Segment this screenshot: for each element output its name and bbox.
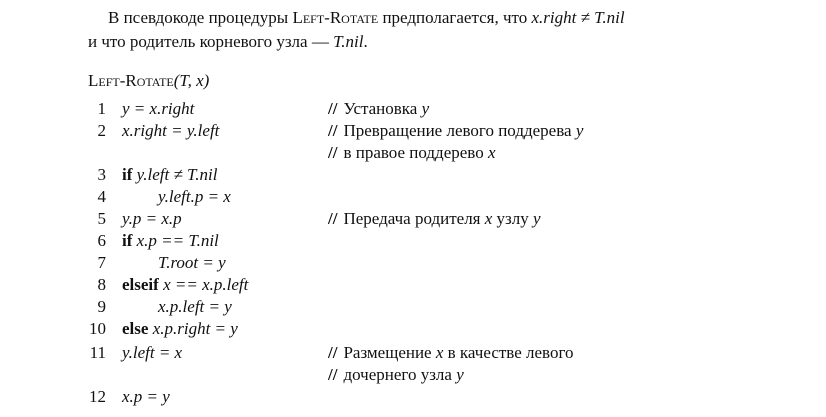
code-line-5 bbox=[88, 208, 182, 230]
code-text: if x.p == T.nil bbox=[122, 231, 219, 250]
comment-5: // Размещение x в качестве левого bbox=[328, 343, 574, 362]
comment-1: // Установка y bbox=[328, 99, 430, 118]
code-line-6 bbox=[88, 230, 219, 252]
code-line-1 bbox=[88, 98, 195, 120]
precondition-expression: x.right ≠ T.nil bbox=[531, 8, 625, 27]
intro-line-1: В псевдокоде процедуры Left-Rotate предполагается, что x.right ≠ T.nil bbox=[108, 8, 625, 27]
line-number: 8 bbox=[97, 275, 106, 294]
line-number: 6 bbox=[97, 231, 106, 250]
line-number: 1 bbox=[97, 99, 106, 118]
line-number: 9 bbox=[97, 297, 106, 316]
code-text: x.p.left = y bbox=[158, 297, 232, 316]
comment-6: // дочернего узла y bbox=[328, 365, 464, 384]
code-line-10 bbox=[88, 318, 238, 340]
line-number: 2 bbox=[97, 121, 106, 140]
code-text: x.right = y.left bbox=[122, 121, 220, 140]
code-line-9 bbox=[88, 296, 232, 318]
root-parent-expression: T.nil bbox=[333, 32, 364, 51]
procedure-name: Left-Rotate bbox=[88, 71, 174, 90]
procedure-name-inline: Left-Rotate bbox=[292, 8, 379, 27]
line-number: 11 bbox=[89, 343, 106, 362]
intro-line-2: и что родитель корневого узла — T.nil. bbox=[88, 32, 368, 51]
code-line-4 bbox=[88, 186, 231, 208]
comment-marker: // bbox=[328, 143, 338, 162]
keyword: if bbox=[122, 165, 133, 184]
code-line-7 bbox=[88, 252, 226, 274]
code-text: y.left.p = x bbox=[158, 187, 231, 206]
line-number: 12 bbox=[89, 387, 106, 406]
code-text: x.p = y bbox=[122, 387, 170, 406]
comment-4: // Передача родителя x узлу y bbox=[328, 209, 541, 228]
line-number: 10 bbox=[89, 319, 106, 338]
code-text: elseif x == x.p.left bbox=[122, 275, 249, 294]
comment-2: // Превращение левого поддерева y bbox=[328, 121, 584, 140]
code-line-8 bbox=[88, 274, 249, 296]
comment-3: // в правое поддерево x bbox=[328, 143, 496, 162]
comment-marker: // bbox=[328, 209, 338, 228]
code-line-11 bbox=[88, 342, 183, 364]
code-line-12 bbox=[88, 386, 170, 408]
code-line-3 bbox=[88, 164, 218, 186]
keyword: elseif bbox=[122, 275, 159, 294]
procedure-params: (T, x) bbox=[173, 71, 210, 90]
keyword: if bbox=[122, 231, 133, 250]
line-number: 4 bbox=[97, 187, 106, 206]
line-number: 5 bbox=[97, 209, 106, 228]
code-text: T.root = y bbox=[158, 253, 226, 272]
code-text: y.p = x.p bbox=[122, 209, 182, 228]
code-text: else x.p.right = y bbox=[122, 319, 238, 338]
line-number: 7 bbox=[97, 253, 106, 272]
code-text: y.left = x bbox=[122, 343, 183, 362]
comment-marker: // bbox=[328, 365, 338, 384]
intro-paragraph bbox=[88, 6, 788, 54]
code-line-2 bbox=[88, 120, 220, 142]
line-number: 3 bbox=[97, 165, 106, 184]
keyword: else bbox=[122, 319, 149, 338]
comment-marker: // bbox=[328, 121, 338, 140]
code-text: y = x.right bbox=[122, 99, 195, 118]
code-text: if y.left ≠ T.nil bbox=[122, 165, 218, 184]
comment-marker: // bbox=[328, 99, 338, 118]
comment-marker: // bbox=[328, 343, 338, 362]
procedure-header bbox=[88, 70, 209, 92]
